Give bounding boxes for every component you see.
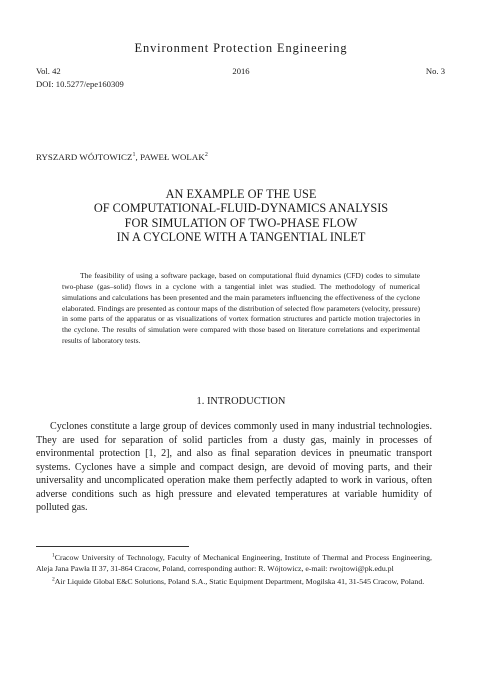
footnote bbox=[36, 577, 432, 588]
footnotes bbox=[36, 553, 432, 590]
article-title bbox=[30, 187, 452, 245]
issue-number-label: No. 3 bbox=[425, 66, 445, 76]
author-name: RYSZARD WÓJTOWICZ bbox=[36, 152, 133, 162]
year-label: 2016 bbox=[232, 66, 250, 76]
introduction-paragraph: Cyclones constitute a large group of devices commonly used in many industrial technologies. They are used for separation of solid particles from a dusty gas, mainly in processes of environmental protection [1, 2], and also as final separation devices in pneumatic transport systems. Cyclones have a simple and compact design, are devoid of moving parts, and their universality and uncomplicated operation make them perfectly adapted to work in various, often adverse conditions such as high pressure and elevated temperatures at variable humidity of polluted gas. bbox=[36, 421, 432, 514]
affiliation-mark: 1 bbox=[132, 152, 136, 159]
footnote-text: Cracow University of Technology, Faculty of Mechanical Engineering, Institute of Thermal and Process Engineering, Aleja Jana Pawła II 37, 31-864 Cracow, Poland, corresponding author: R. Wójtowicz, e-mail: rwojtowi@pk.edu.pl bbox=[36, 553, 432, 573]
footnote-mark: 1 bbox=[52, 552, 55, 559]
title-line: FOR SIMULATION OF TWO-PHASE FLOW bbox=[124, 215, 358, 230]
title-line: IN A CYCLONE WITH A TANGENTIAL INLET bbox=[116, 230, 366, 245]
volume-label: Vol. 42 bbox=[36, 66, 61, 76]
footnote bbox=[36, 553, 432, 574]
author-name: PAWEŁ WOLAK bbox=[140, 152, 205, 162]
title-line: AN EXAMPLE OF THE USE bbox=[165, 187, 317, 201]
footnote-divider bbox=[36, 546, 189, 547]
section-heading: 1. INTRODUCTION bbox=[196, 396, 286, 407]
author-list bbox=[36, 152, 208, 162]
footnote-mark: 2 bbox=[52, 576, 55, 583]
doi-label: DOI: 10.5277/epe160309 bbox=[36, 79, 124, 89]
footnote-text: Air Liquide Global E&C Solutions, Poland S.A., Static Equipment Department, Mogilska 41, 31-545 Cracow, Poland. bbox=[54, 576, 425, 586]
issue-info bbox=[36, 66, 446, 77]
journal-title: Environment Protection Engineering bbox=[134, 41, 348, 55]
author-separator: , bbox=[135, 152, 141, 162]
affiliation-mark: 2 bbox=[204, 152, 208, 159]
title-line: OF COMPUTATIONAL-FLUID-DYNAMICS ANALYSIS bbox=[93, 201, 389, 216]
abstract: The feasibility of using a software package, based on computational fluid dynamics (CFD) codes to simulate two-phase (gas–solid) flows in a cyclone with a tangential inlet was studied. The methodology of numerical simulations and calculations has been presented and the main parameters influencing the effectiveness of the cyclone elaborated. Findings are presented as contour maps of the distribution of selected flow parameters (velocity, pressure) in some parts of the apparatus or as visualizations of vortex formation structures and particle motion trajectories in the cyclone. The results of simulation were compared with those based on literature correlations and experimental results of laboratory tests. bbox=[62, 271, 420, 346]
